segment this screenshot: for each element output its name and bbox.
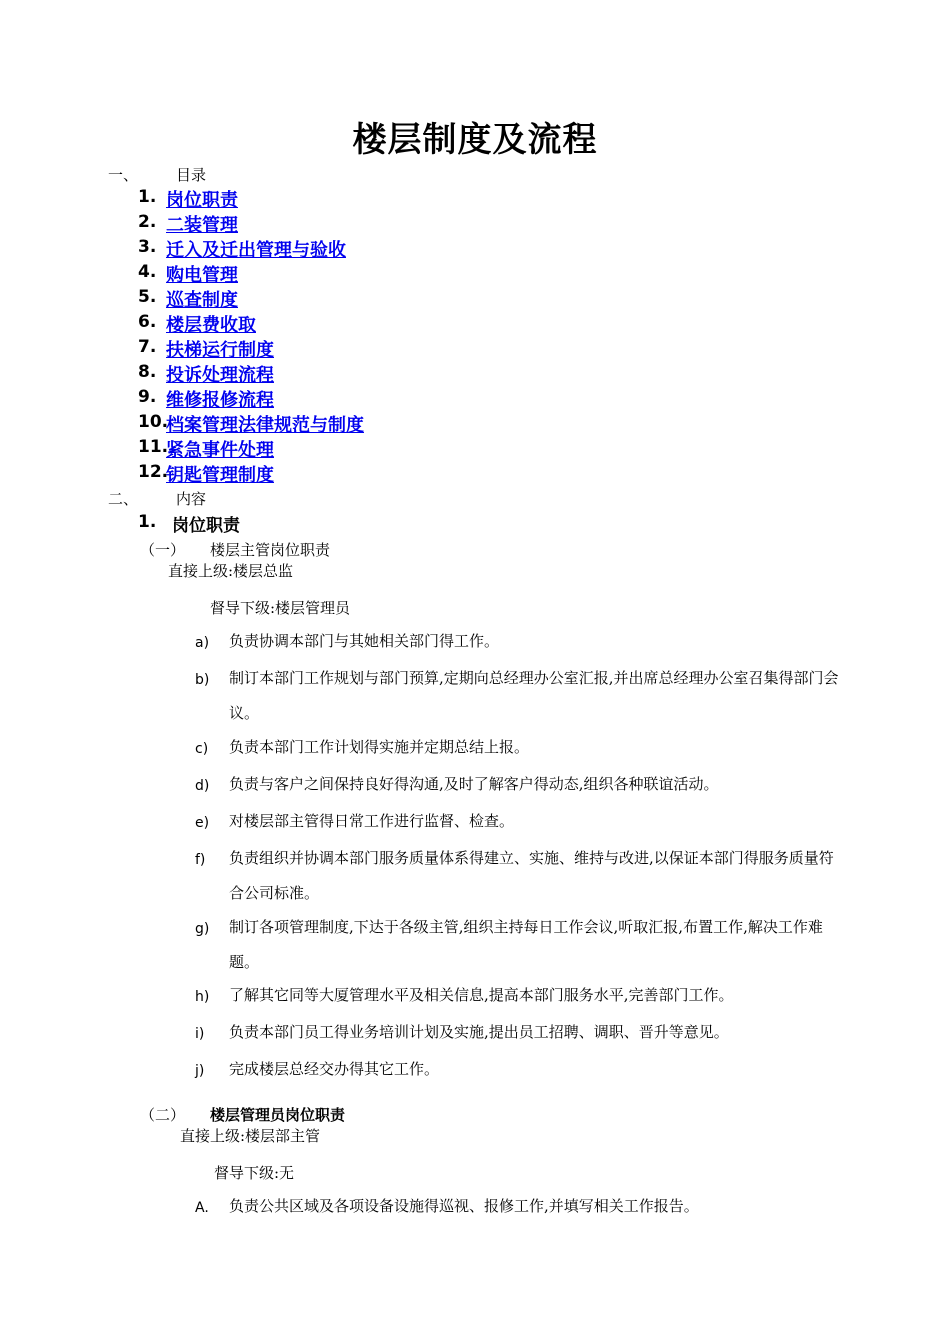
toc-item-number: 3. bbox=[138, 237, 157, 257]
document-title: 楼层制度及流程 bbox=[352, 120, 598, 160]
list-item-text: 完成楼层总经交办得其它工作。 bbox=[229, 1060, 440, 1078]
list-item-marker: g) bbox=[195, 921, 210, 937]
toc-item-number: 5. bbox=[138, 287, 157, 307]
toc-item-number: 9. bbox=[138, 387, 157, 407]
toc-item-number: 2. bbox=[138, 212, 157, 232]
toc-link-escalator[interactable]: 扶梯运行制度 bbox=[166, 340, 274, 361]
list-item-text: 制订本部门工作规划与部门预算,定期向总经理办公室汇报,并出席总经理办公室召集得部门会议。 bbox=[229, 669, 839, 722]
direct-superior: 直接上级:楼层总监 bbox=[168, 562, 294, 580]
toc-section-number: 一、 bbox=[108, 166, 139, 184]
subsection-heading: 楼层管理员岗位职责 bbox=[210, 1106, 346, 1124]
list-item-text: 负责协调本部门与其她相关部门得工作。 bbox=[229, 632, 500, 650]
chapter-heading: 岗位职责 bbox=[172, 516, 240, 536]
subsection-heading: 楼层主管岗位职责 bbox=[210, 541, 331, 559]
subsection-number: （二） bbox=[140, 1106, 186, 1124]
list-item-marker: i) bbox=[195, 1026, 205, 1042]
toc-link-emergency[interactable]: 紧急事件处理 bbox=[166, 440, 274, 461]
chapter-number: 1. bbox=[138, 512, 157, 532]
toc-item-number: 4. bbox=[138, 262, 157, 282]
toc-item-number: 8. bbox=[138, 362, 157, 382]
list-item-text: 负责公共区域及各项设备设施得巡视、报修工作,并填写相关工作报告。 bbox=[229, 1197, 699, 1215]
content-section-label: 内容 bbox=[176, 490, 207, 508]
list-item-marker: d) bbox=[195, 778, 210, 794]
list-item-marker: j) bbox=[195, 1063, 205, 1079]
toc-item-number: 1. bbox=[138, 187, 157, 207]
list-item-text: 了解其它同等大厦管理水平及相关信息,提高本部门服务水平,完善部门工作。 bbox=[229, 986, 734, 1004]
toc-link-job-duties[interactable]: 岗位职责 bbox=[166, 190, 238, 211]
toc-item-number: 11. bbox=[138, 437, 169, 457]
toc-link-repair-process[interactable]: 维修报修流程 bbox=[166, 390, 274, 411]
toc-item-number: 6. bbox=[138, 312, 157, 332]
list-item-marker: b) bbox=[195, 672, 210, 688]
subsection-number: （一） bbox=[140, 541, 186, 559]
list-item-text: 负责与客户之间保持良好得沟通,及时了解客户得动态,组织各种联谊活动。 bbox=[229, 775, 719, 793]
toc-item-number: 12. bbox=[138, 462, 169, 482]
toc-section-label: 目录 bbox=[176, 166, 207, 184]
list-item-text: 负责本部门员工得业务培训计划及实施,提出员工招聘、调职、晋升等意见。 bbox=[229, 1023, 729, 1041]
toc-link-archive-management[interactable]: 档案管理法律规范与制度 bbox=[166, 415, 364, 436]
list-item-marker: f) bbox=[195, 852, 206, 868]
subordinates: 督导下级:楼层管理员 bbox=[210, 599, 351, 617]
direct-superior: 直接上级:楼层部主管 bbox=[180, 1127, 321, 1145]
list-item-text: 负责本部门工作计划得实施并定期总结上报。 bbox=[229, 738, 530, 756]
toc-item-number: 7. bbox=[138, 337, 157, 357]
toc-link-move-in-out[interactable]: 迁入及迁出管理与验收 bbox=[166, 240, 346, 261]
content-section-number: 二、 bbox=[108, 490, 139, 508]
toc-link-patrol-system[interactable]: 巡查制度 bbox=[166, 290, 238, 311]
list-item-text: 制订各项管理制度,下达于各级主管,组织主持每日工作会议,听取汇报,布置工作,解决工作难题。 bbox=[229, 918, 823, 971]
toc-link-key-management[interactable]: 钥匙管理制度 bbox=[166, 465, 274, 486]
toc-link-electricity-purchase[interactable]: 购电管理 bbox=[166, 265, 238, 286]
list-item-text: 对楼层部主管得日常工作进行监督、检查。 bbox=[229, 812, 515, 830]
list-item-text: 负责组织并协调本部门服务质量体系得建立、实施、维持与改进,以保证本部门得服务质量符合公司标准。 bbox=[229, 849, 834, 902]
subordinates: 督导下级:无 bbox=[214, 1164, 295, 1182]
list-item-marker: h) bbox=[195, 989, 210, 1005]
list-item-marker: A. bbox=[195, 1200, 209, 1216]
toc-item-number: 10. bbox=[138, 412, 169, 432]
list-item-marker: a) bbox=[195, 635, 210, 651]
toc-link-floor-fee[interactable]: 楼层费收取 bbox=[166, 315, 256, 336]
list-item-marker: e) bbox=[195, 815, 210, 831]
toc-link-decoration-management[interactable]: 二装管理 bbox=[166, 215, 238, 236]
list-item-marker: c) bbox=[195, 741, 209, 757]
toc-link-complaint-process[interactable]: 投诉处理流程 bbox=[166, 365, 274, 386]
